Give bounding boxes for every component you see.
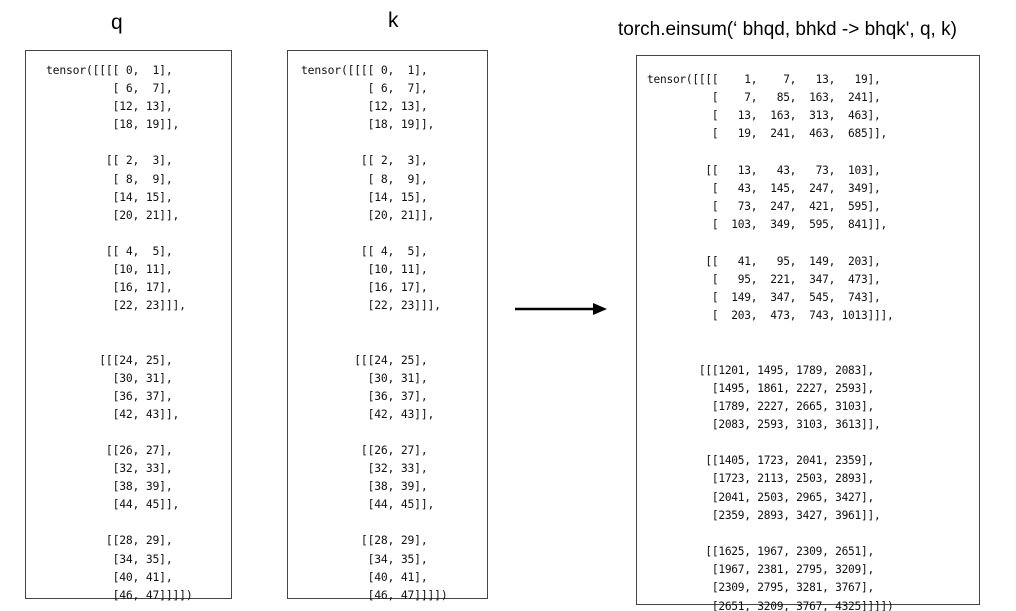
- q-title: q: [111, 11, 123, 34]
- einsum-title: torch.einsum(‘ bhqd, bhkd -> bhqk', q, k): [618, 19, 957, 40]
- arrow-head: [593, 303, 607, 315]
- k-tensor-text: tensor([[[[ 0, 1], [ 6, 7], [12, 13], [18, 19]], [[ 2, 3], [ 8, 9], [14, 15], [20, 21]], [[ 4, 5], [10, 11], [16, 17], [22, 23]]], [[[24, 25], [30, 31], [36, 37], [42, 43]], [[26, 27], [32, 33], [38, 39], [44, 45]], [[28, 29], [34, 35], [40, 41], [46, 47]]]]): [301, 63, 448, 602]
- k-title: k: [388, 9, 399, 32]
- q-tensor-panel: [25, 50, 232, 602]
- einsum-result-text: tensor([[[[ 1, 7, 13, 19], [ 7, 85, 163, 241], [ 13, 163, 313, 463], [ 19, 241, 463, 685]], [[ 13, 43, 73, 103], [ 43, 145, 247, 349], [ 73, 247, 421, 595], [ 103, 349, 595, 841]], [[ 41, 95, 149, 203], [ 95, 221, 347, 473], [ 149, 347, 545, 743], [ 203, 473, 743, 1013]]], [[[1201, 1495, 1789, 2083], [1495, 1861, 2227, 2593], [1789, 2227, 2665, 3103], [2083, 2593, 3103, 3613]], [[1405, 1723, 2041, 2359], [1723, 2113, 2503, 2893], [2041, 2503, 2965, 3427], [2359, 2893, 3427, 3961]], [[1625, 1967, 2309, 2651], [1967, 2381, 2795, 3209], [2309, 2795, 3281, 3767], [2651, 3209, 3767, 4325]]]]): [647, 73, 894, 611]
- q-tensor-text: tensor([[[[ 0, 1], [ 6, 7], [12, 13], [18, 19]], [[ 2, 3], [ 8, 9], [14, 15], [20, 21]], [[ 4, 5], [10, 11], [16, 17], [22, 23]]], [[[24, 25], [30, 31], [36, 37], [42, 43]], [[26, 27], [32, 33], [38, 39], [44, 45]], [[28, 29], [34, 35], [40, 41], [46, 47]]]]): [46, 63, 193, 602]
- einsum-result-panel: [636, 55, 980, 611]
- right-arrow-icon: [515, 301, 607, 317]
- k-tensor-panel: [287, 50, 488, 602]
